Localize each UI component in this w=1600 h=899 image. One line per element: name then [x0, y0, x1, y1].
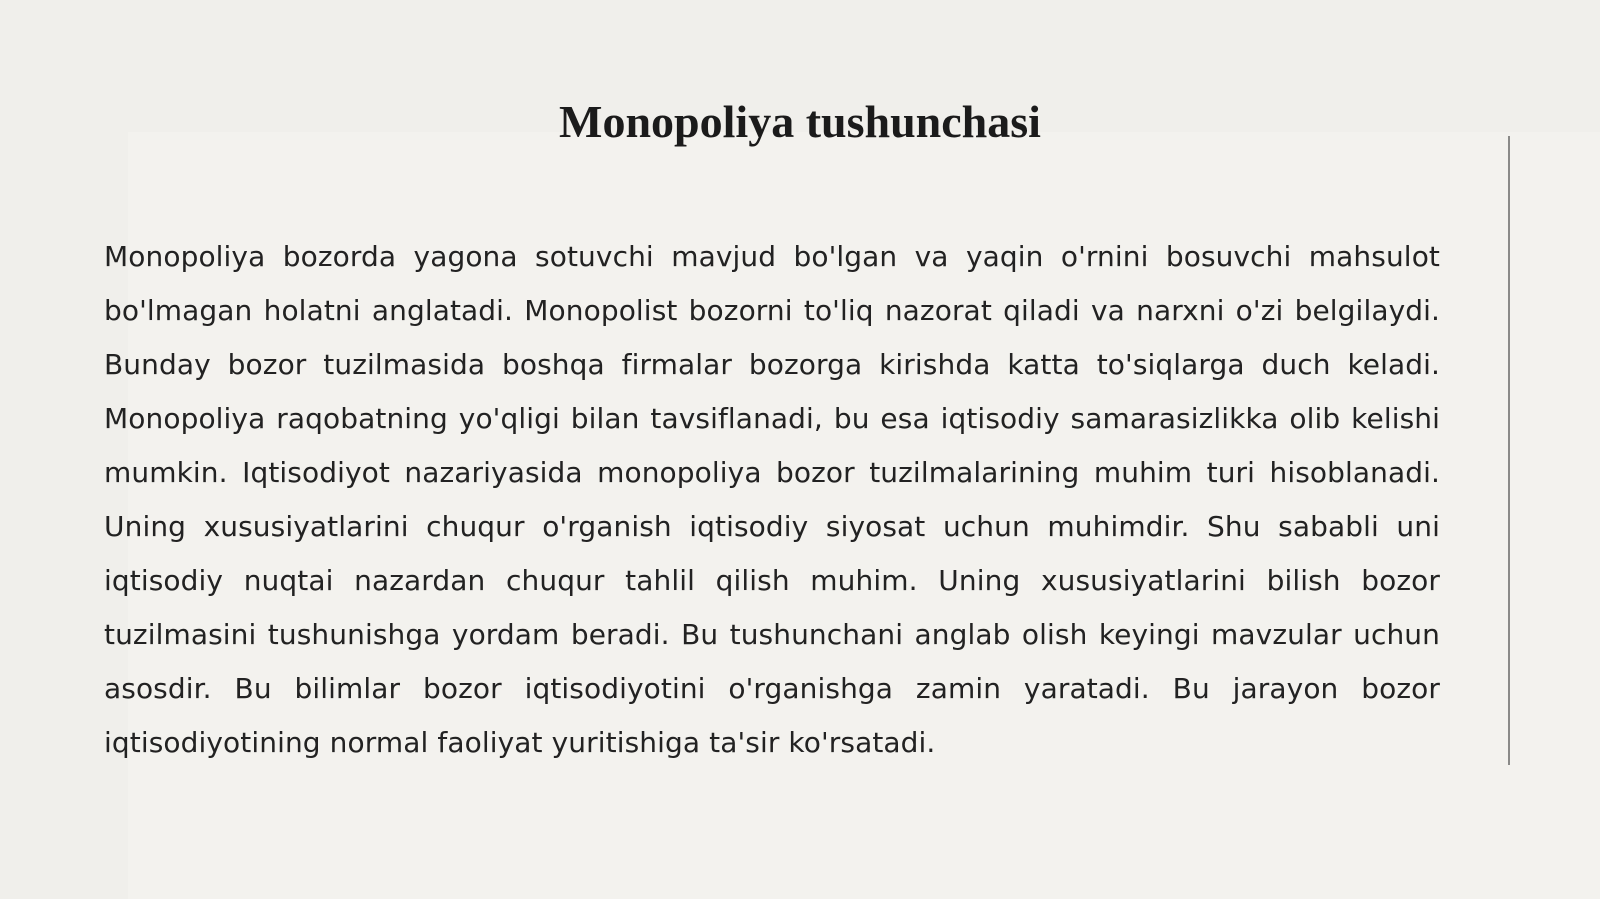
slide-title: Monopoliya tushunchasi: [559, 96, 1041, 147]
body-paragraph: Monopoliya bozorda yagona sotuvchi mavjud bo'lgan va yaqin o'rnini bosuvchi mahsulot bo'lmagan holatni anglatadi. Monopolist bozorni to'liq nazorat qiladi va narxni o'zi belgilaydi. Bunday bozor tuzilmasida boshqa firmalar bozorga kirishda katta to'siqlarga duch keladi. Monopoliya raqobatning yo'qligi bilan tavsiflanadi, bu esa iqtisodiy samarasizlikka olib kelishi mumkin. Iqtisodiyot nazariyasida monopoliya bozor tuzilmalarining muhim turi hisoblanadi. Uning xususiyatlarini chuqur o'rganish iqtisodiy siyosat uchun muhimdir. Shu sababli uni iqtisodiy nuqtai nazardan chuqur tahlil qilish muhim. Uning xususiyatlarini bilish bozor tuzilmasini tushunishga yordam beradi. Bu tushunchani anglab olish keyingi mavzular uchun asosdir. Bu bilimlar bozor iqtisodiyotini o'rganishga zamin yaratadi. Bu jarayon bozor iqtisodiyotining normal faoliyat yuritishiga ta'sir ko'rsatadi.: [104, 240, 1440, 759]
vertical-divider: [1508, 136, 1510, 765]
